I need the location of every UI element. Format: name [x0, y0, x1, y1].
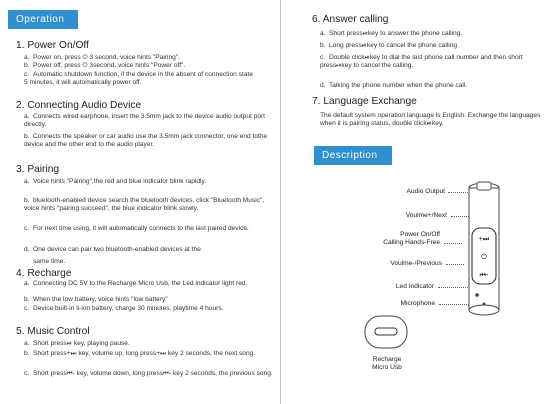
answer-item-a: a. Short press⏯key to answer the phone calling. — [320, 30, 463, 37]
pairing-item-c: c. For next time using, it will automatically connects to the last paired device. — [24, 225, 249, 232]
music-section-title: 5. Music Control — [16, 326, 90, 337]
label-calling: Calling Hands-Free — [383, 239, 440, 246]
answer-section-title: 6. Answer calling — [312, 14, 389, 25]
minus-prev-icon: ⏮- — [479, 272, 489, 279]
pairing-item-a: a. Voice hints "Pairing",the red and blue indicator blink rapidly. — [24, 178, 207, 185]
music-item-c: c. Short press⏮- key, volume down, long press⏮- key 2 seconds, the previous song. — [24, 370, 273, 377]
pairing-item-d-cont: same time. — [33, 258, 66, 265]
plus-next-icon: +⏭ — [478, 236, 490, 243]
pairing-item-d: d. One device can pair two bluetooth-enabled devices at the — [24, 246, 201, 253]
recharge-item-b: b. When the low battery, voice hints "low battery" — [24, 296, 168, 303]
label-led-indicator: Led Indicator — [395, 283, 434, 290]
label-recharge: Recharge — [372, 356, 402, 363]
music-item-a: a. Short press⏯ key, playing pause. — [24, 340, 130, 347]
pairing-item-b: b. bluetooth-enabled device search the bluetooth devices, click "Bluetooth Music", voice hints "pairing succeed", the blue indicator blink slowly. — [24, 197, 265, 212]
recharge-item-a: a. Connecting DC 5V to the Recharge Micro Usb, the Led indicator light red. — [24, 280, 248, 287]
right-page — [284, 0, 560, 404]
usb-port-illustration — [363, 314, 409, 350]
power-section-title: 1. Power On/Off — [16, 40, 89, 51]
power-button-icon: ⏻ — [481, 254, 487, 261]
music-item-b: b. Short press+⏭ key, volume up, long press+⏭ key 2 seconds, the next song. — [24, 350, 256, 357]
page-divider — [280, 0, 281, 404]
label-volume-up: Voulme+/Next — [405, 212, 447, 219]
recharge-section-title: 4. Recharge — [16, 268, 72, 279]
power-item-a: a. Power on, press ⏻ 3 second, voice hints "Pairing". — [24, 54, 180, 61]
answer-item-c: c. Double click⏯key to dial the last phone call number and then short press⏯key to cancel the calling. — [320, 54, 523, 69]
recharge-item-c: c. Device built-in li-ion battery, charge 30 minutes, playtime 4 hours. — [24, 305, 224, 312]
label-power: Power On/Off — [400, 231, 440, 238]
label-audio-output: Audio Output — [406, 188, 445, 195]
answer-item-d: d. Talking the phone number when the phone call. — [320, 82, 468, 89]
answer-item-b: b. Long press⏯key to cancel the phone calling. — [320, 42, 459, 49]
label-microphone: Microphone — [400, 300, 435, 307]
audio-item-a: a. Connects wired earphone, insert the 3.5mm jack to the device audio output port directly. — [24, 113, 266, 128]
label-volume-down: Voulme-/Previous — [390, 260, 442, 267]
language-section-title: 7. Language Exchange — [312, 96, 417, 107]
pairing-section-title: 3. Pairing — [16, 164, 60, 175]
audio-section-title: 2. Connecting Audio Device — [16, 100, 142, 111]
power-item-b: b. Power off, press ⏻ 3second, voice hints "Power off". — [24, 62, 186, 69]
description-banner: Description — [314, 146, 392, 165]
power-item-c: c. Automatic shutdown function, if the device in the absent of connection state 5 minutes, it will automatically power off. — [24, 71, 253, 86]
device-illustration — [454, 180, 514, 320]
language-text: The default system operation language is English. Exchange the languages when it is pairing status, double click⏯key. — [320, 112, 541, 127]
label-micro-usb: Micro Usb — [372, 364, 402, 371]
audio-item-b: b. Connects the speaker or car audio use the 3.5mm jack connector, one end tothe device and the other end to the audio player. — [24, 133, 268, 148]
left-page — [0, 0, 278, 404]
operation-banner: Operation — [8, 10, 78, 29]
